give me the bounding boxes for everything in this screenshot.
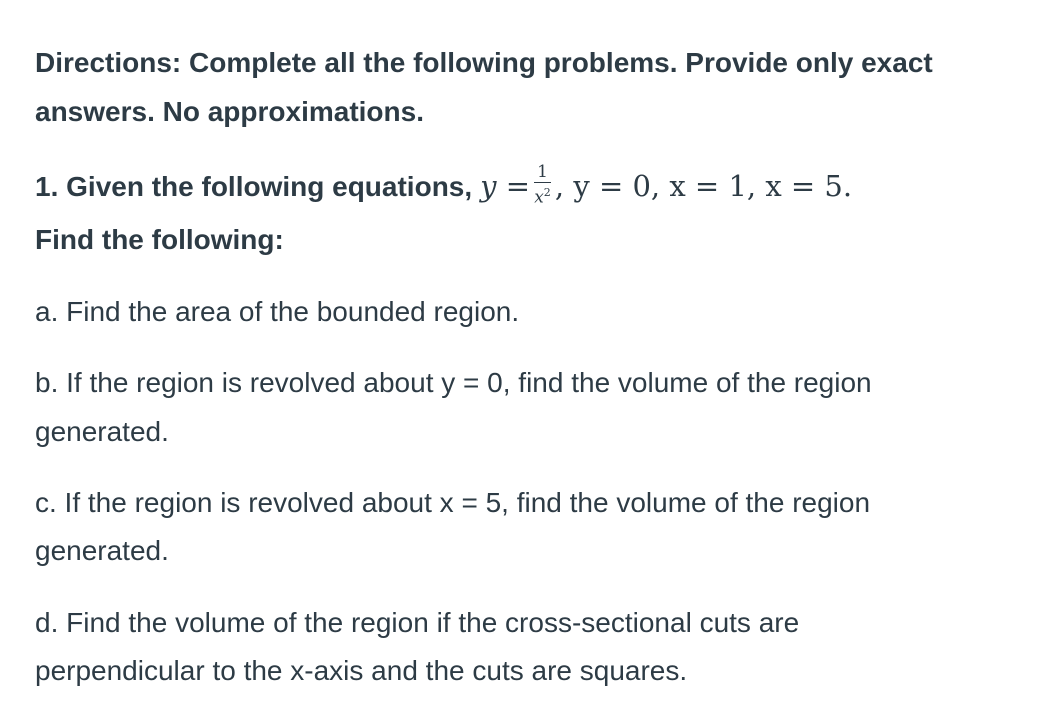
part-d-line-1: d. Find the volume of the region if the cross-sectional cuts are bbox=[35, 607, 800, 638]
fraction-denominator-exponent: 2 bbox=[543, 186, 551, 199]
equation bbox=[480, 162, 853, 208]
part-a: a. Find the area of the bounded region. bbox=[35, 296, 520, 327]
fraction-numerator: 1 bbox=[534, 163, 551, 183]
equation-rest: , y = 0, x = 1, x = 5. bbox=[554, 168, 853, 203]
directions-line-2: answers. No approximations. bbox=[35, 96, 424, 127]
part-c-line-2: generated. bbox=[35, 535, 169, 566]
problem-1-intro: 1. Given the following equations, bbox=[35, 170, 473, 202]
equation-equals: = bbox=[505, 168, 531, 203]
fraction-denominator-base: x bbox=[534, 187, 544, 208]
fraction-denominator bbox=[534, 183, 551, 207]
fraction bbox=[534, 163, 551, 207]
problem-1-statement bbox=[35, 162, 853, 210]
part-d-line-2: perpendicular to the x-axis and the cuts are squares. bbox=[35, 655, 688, 686]
equation-y: y bbox=[480, 168, 497, 203]
part-b-line-2: generated. bbox=[35, 416, 169, 447]
part-b-line-1: b. If the region is revolved about y = 0, find the volume of the region bbox=[35, 367, 872, 398]
directions-line-1: Directions: Complete all the following problems. Provide only exact bbox=[35, 47, 933, 78]
find-following-heading: Find the following: bbox=[35, 224, 284, 255]
part-c-line-1: c. If the region is revolved about x = 5, find the volume of the region bbox=[35, 487, 871, 518]
